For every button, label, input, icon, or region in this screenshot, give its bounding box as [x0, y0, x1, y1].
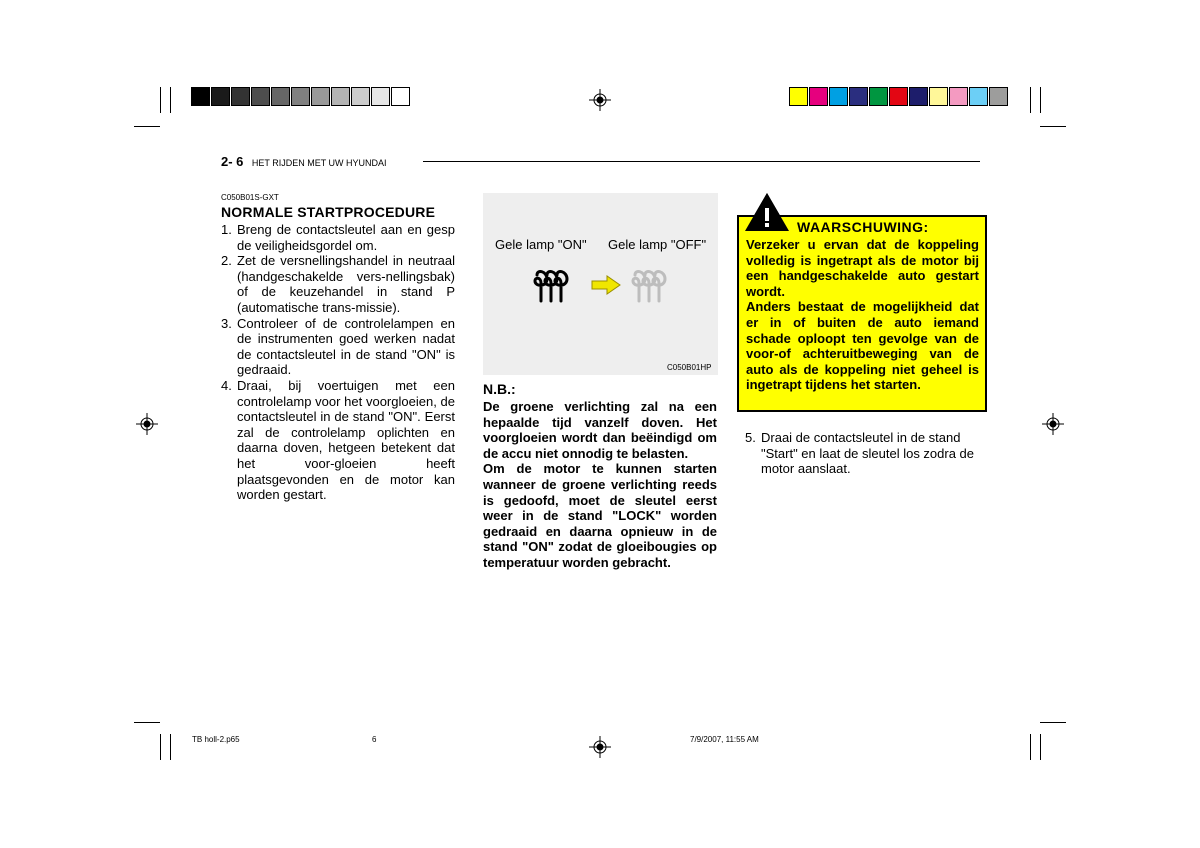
footer-filename: TB holl-2.p65 — [192, 735, 240, 744]
gray-swatch — [271, 87, 290, 106]
glow-plug-off-icon — [629, 267, 669, 303]
registration-mark-icon — [589, 736, 611, 758]
footer-datetime: 7/9/2007, 11:55 AM — [690, 735, 759, 744]
list-item: 1. Breng de contactsleutel aan en gesp de veiligheidsgordel om. — [221, 222, 455, 253]
gray-swatch — [231, 87, 250, 106]
list-item: 2. Zet de versnellingshandel in neutraal (handgeschakelde vers-nellingsbak) of de keuzehandel in stand P (automatische trans-missie). — [221, 253, 455, 315]
color-swatch — [789, 87, 808, 106]
color-swatch — [809, 87, 828, 106]
note-title: N.B.: — [483, 381, 516, 397]
arrow-right-icon — [591, 275, 621, 295]
note-paragraph: Om de motor te kunnen starten wanneer de groene verlichting reeds is gedoofd, moet de sleutel eerst weer in de stand "LOCK" worden gedraaid en daarna opnieuw in de stand "ON" zodat de gloeibougies op temperatuur worden gebracht. — [483, 461, 717, 570]
section-code: C050B01S-GXT — [221, 193, 279, 202]
glow-lamp-figure — [483, 193, 718, 375]
warning-triangle-icon — [744, 192, 790, 232]
registration-mark-icon — [589, 89, 611, 111]
step-list — [221, 222, 455, 503]
label-lamp-off: Gele lamp "OFF" — [608, 237, 707, 252]
column-right-steps — [745, 430, 981, 477]
gray-swatch — [211, 87, 230, 106]
section-title: HET RIJDEN MET UW HYUNDAI — [251, 158, 387, 168]
column-left — [221, 193, 455, 503]
glow-plug-on-icon — [531, 267, 571, 303]
page-number: 2- 6 — [221, 154, 244, 169]
gray-swatch — [371, 87, 390, 106]
list-item: 5. Draai de contactsleutel in de stand "Start" en laat de sleutel los zodra de motor aanslaat. — [745, 430, 975, 477]
list-item: 3. Controleer of de controlelampen en de instrumenten goed werken nadat de contactsleutel in de stand "ON" is gedraaid. — [221, 315, 455, 378]
warning-title: WAARSCHUWING: — [797, 219, 929, 235]
footer-page: 6 — [372, 735, 377, 744]
registration-mark-icon — [1042, 413, 1064, 435]
registration-mark-icon — [136, 413, 158, 435]
gray-swatch — [191, 87, 210, 106]
color-swatch — [829, 87, 848, 106]
color-swatch — [969, 87, 988, 106]
gray-swatch — [391, 87, 410, 106]
warning-box — [737, 215, 987, 412]
warning-paragraph: Anders bestaat de mogelijkheid dat er in of buiten de auto iemand schade oploopt ten gevolge van de voor-of achteruitbeweging van de auto als de koppeling niet geheel is ingetrapt tijdens het starten. — [746, 299, 979, 393]
note-block — [483, 381, 717, 571]
list-item: 4. Draai, bij voertuigen met een controlelamp voor het voorgloeien, de contactsleutel in de stand "ON". Eerst zal de controlelamp oplichten en daarna doven, hetgeen betekent dat het voor-gloeien heeft plaatsgevonden en de motor kan worden gestart. — [221, 377, 455, 503]
note-paragraph: De groene verlichting zal na een hepaalde tijd vanzelf doven. Het voorgloeien wordt dan beëindigd om de accu niet onnodig te belasten. — [483, 399, 717, 461]
gray-swatch — [311, 87, 330, 106]
gray-swatch — [331, 87, 350, 106]
header-rule — [423, 161, 980, 162]
color-swatch — [889, 87, 908, 106]
color-swatch — [949, 87, 968, 106]
color-swatch — [849, 87, 868, 106]
color-swatch — [989, 87, 1008, 106]
color-swatch — [909, 87, 928, 106]
label-lamp-on: Gele lamp "ON" — [495, 237, 587, 252]
warning-paragraph: Verzeker u ervan dat de koppeling volledig is ingetrapt als de motor bij een handgeschakelde auto gestart wordt. — [746, 237, 979, 299]
procedure-title: NORMALE STARTPROCEDURE — [221, 204, 436, 220]
gray-swatch — [291, 87, 310, 106]
color-swatch — [869, 87, 888, 106]
gray-swatch — [351, 87, 370, 106]
figure-code: C050B01HP — [667, 363, 712, 372]
color-swatch — [929, 87, 948, 106]
gray-swatch — [251, 87, 270, 106]
